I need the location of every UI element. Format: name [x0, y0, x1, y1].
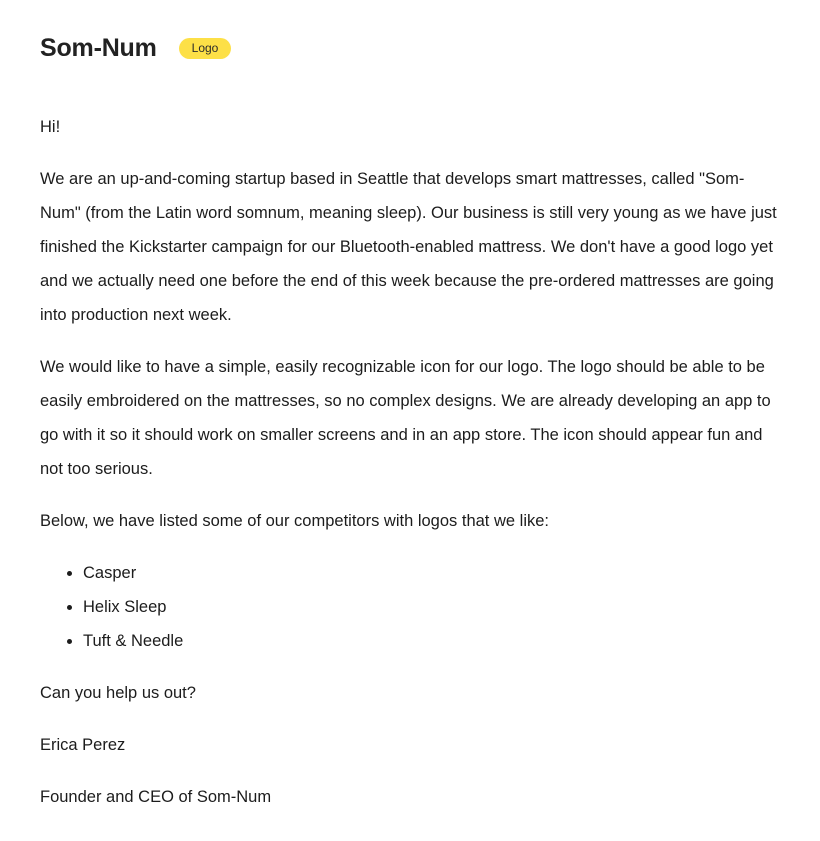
- letter-body: [40, 110, 780, 814]
- competitor-list: [40, 556, 780, 658]
- list-item: • Tuft & Needle: [83, 624, 780, 658]
- header: [40, 0, 780, 96]
- paragraph-requirements: We would like to have a simple, easily recognizable icon for our logo. The logo should be able to be easily embroidered on the mattresses, so no complex designs. We are already developing an app to go with it so it should work on smaller screens and in an app store. The icon should appear fun and not too serious.: [40, 358, 771, 478]
- list-item: • Casper: [83, 556, 780, 590]
- paragraph-competitors-intro: Below, we have listed some of our competitors with logos that we like:: [40, 512, 549, 530]
- page-title: Som-Num: [40, 33, 157, 62]
- signature-title: Founder and CEO of Som-Num: [40, 788, 272, 806]
- closing-question: Can you help us out?: [40, 684, 196, 702]
- list-item: • Helix Sleep: [83, 590, 780, 624]
- greeting: Hi!: [40, 118, 61, 136]
- category-badge: Logo: [179, 38, 232, 59]
- paragraph-intro: We are an up-and-coming startup based in Seattle that develops smart mattresses, called "Som-Num" (from the Latin word somnum, meaning sleep). Our business is still very young as we have just finished the Kickstarter campaign for our Bluetooth-enabled mattress. We don't have a good logo yet and we actually need one before the end of this week because the pre-ordered mattresses are going into production next week.: [40, 170, 777, 324]
- signature-name: Erica Perez: [40, 736, 126, 754]
